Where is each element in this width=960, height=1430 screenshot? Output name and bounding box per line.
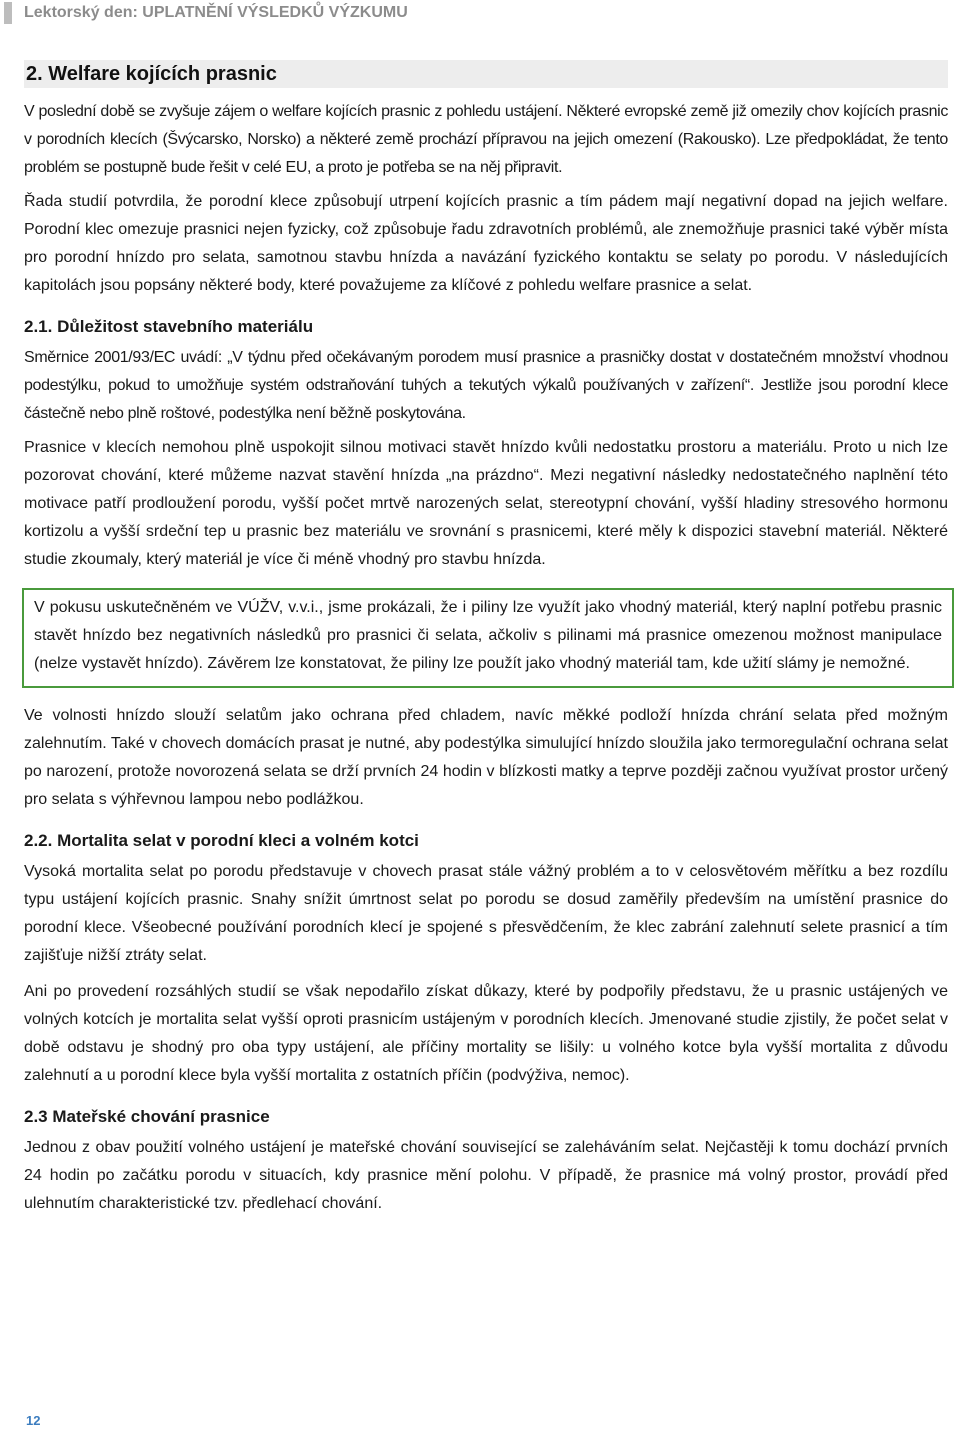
- header-title: Lektorský den: UPLATNĚNÍ VÝSLEDKŮ VÝZKUMU: [24, 4, 408, 21]
- section-2-1-paragraph-1: Směrnice 2001/93/EC uvádí: „V týdnu před očekávaným porodem musí prasnice a prasničky dostat v dostatečném množství vhodnou podestýlku, pokud to umožňuje systém odstraňování tuhých a tekutých výkalů používaných v zařízení“. Jestliže jsou porodní klece částečně nebo plně roštové, podestýlka není běžně poskytována.: [24, 349, 948, 422]
- section-2-1-title: 2.1. Důležitost stavebního materiálu: [24, 317, 314, 336]
- section-2-1-paragraph-2: Prasnice v klecích nemohou plně uspokojit silnou motivaci stavět hnízdo kvůli nedostatku prostoru a materiálu. Proto u nich lze pozorovat chování, které můžeme nazvat stavění hnízda „na prázdno“. Mezi negativní následky nedostatečného naplnění této motivace patří prodloužení porodu, vyšší počet mrtvě narozených selat, stereotypní chování, vyšší hladiny stresového hormonu kortizolu a vyšší srdeční tep u prasnic bez materiálu ve srovnání s prasnicemi, které měly k dispozici stavební materiál. Některé studie zkoumaly, který materiál je více či méně vhodný pro stavbu hnízda.: [24, 439, 948, 568]
- chapter-title: 2. Welfare kojících prasnic: [24, 60, 948, 88]
- page-content: [24, 60, 948, 1226]
- section-2-3-paragraph-1: Jednou z obav použití volného ustájení je mateřské chování související se zaleháváním selat. Nejčastěji k tomu dochází prvních 24 hodin po začátku porodu v situacích, kdy prasnice mění polohu. V případě, že prasnice má volný prostor, provádí před ulehnutím charakteristické tzv. předlehací chování.: [24, 1139, 948, 1212]
- highlight-box-text: V pokusu uskutečněném ve VÚŽV, v.v.i., jsme prokázali, že i piliny lze využít jako vhodný materiál, který naplní potřebu prasnic stavět hnízdo bez negativních následků pro prasnici či selata, ačkoliv s pilinami má prasnice omezenou možnost manipulace (nelze vystavět hnízdo). Závěrem lze konstatovat, že piliny lze použít jako vhodný materiál tam, kde užití slámy je nemožné.: [34, 599, 942, 672]
- highlight-box: [22, 588, 954, 688]
- section-2-2-paragraph-1: Vysoká mortalita selat po porodu představuje v chovech prasat stále vážný problém a to v celosvětovém měřítku a bez rozdílu typu ustájení kojících prasnic. Snahy snížit úmrtnost selat po porodu se dosud zaměřily především na umístění prasnice do porodní klece. Všeobecné používání porodních klecí je spojené s přesvědčením, že klec zabrání zalehnutí selete prasnicí a tím zajišťuje nižší ztráty selat.: [24, 863, 948, 964]
- section-2-3-title: 2.3 Mateřské chování prasnice: [24, 1107, 270, 1126]
- section-2-2-title: 2.2. Mortalita selat v porodní kleci a volném kotci: [24, 831, 419, 850]
- chapter-paragraph-2: Řada studií potvrdila, že porodní klece způsobují utrpení kojících prasnic a tím pádem mají negativní dopad na jejich welfare. Porodní klec omezuje prasnici nejen fyzicky, což způsobuje řadu zdravotních problémů, ale znemožňuje prasnici také výběr místa pro porodní hnízdo pro selata, samotnou stavbu hnízda a navázání fyzického kontaktu se selaty po porodu. V následujících kapitolách jsou popsány některé body, které považujeme za klíčové z pohledu welfare prasnice a selat.: [24, 193, 948, 294]
- page-number: 12: [26, 1413, 41, 1428]
- chapter-paragraph-1: V poslední době se zvyšuje zájem o welfare kojících prasnic z pohledu ustájení. Některé evropské země již omezily chov kojících prasnic v porodních klecích (Švýcarsko, Norsko) a některé země prochází přípravou na jejich omezení (Rakousko). Lze předpokládat, že tento problém se postupně bude řešit v celé EU, a proto je potřeba se na něj připravit.: [24, 103, 948, 176]
- section-2-2-paragraph-2: Ani po provedení rozsáhlých studií se však nepodařilo získat důkazy, které by podpořily představu, že u prasnic ustájených ve volných kotcích je mortalita selat vyšší oproti prasnicím ustájeným v porodních klecích. Jmenované studie zjistily, že počet selat v době odstavu je shodný pro oba typy ustájení, ale příčiny mortality se lišily: u volného kotce byla vyšší mortalita z důvodu zalehnutí a u porodní klece byla vyšší mortalita z ostatních příčin (podvýživa, nemoc).: [24, 983, 948, 1084]
- running-header: [0, 0, 408, 26]
- section-2-1-paragraph-3: Ve volnosti hnízdo slouží selatům jako ochrana před chladem, navíc měkké podloží hnízda chrání selata před možným zalehnutím. Také v chovech domácích prasat je nutné, aby podestýlka simulující hnízdo sloužila jako termoregulační ochrana selat po narození, protože novorozená selata se drží prvních 24 hodin v blízkosti matky a teprve později začnou využívat prostor určený pro selata s výhřevnou lampou nebo podlážkou.: [24, 707, 948, 808]
- header-accent-bar: [4, 2, 12, 24]
